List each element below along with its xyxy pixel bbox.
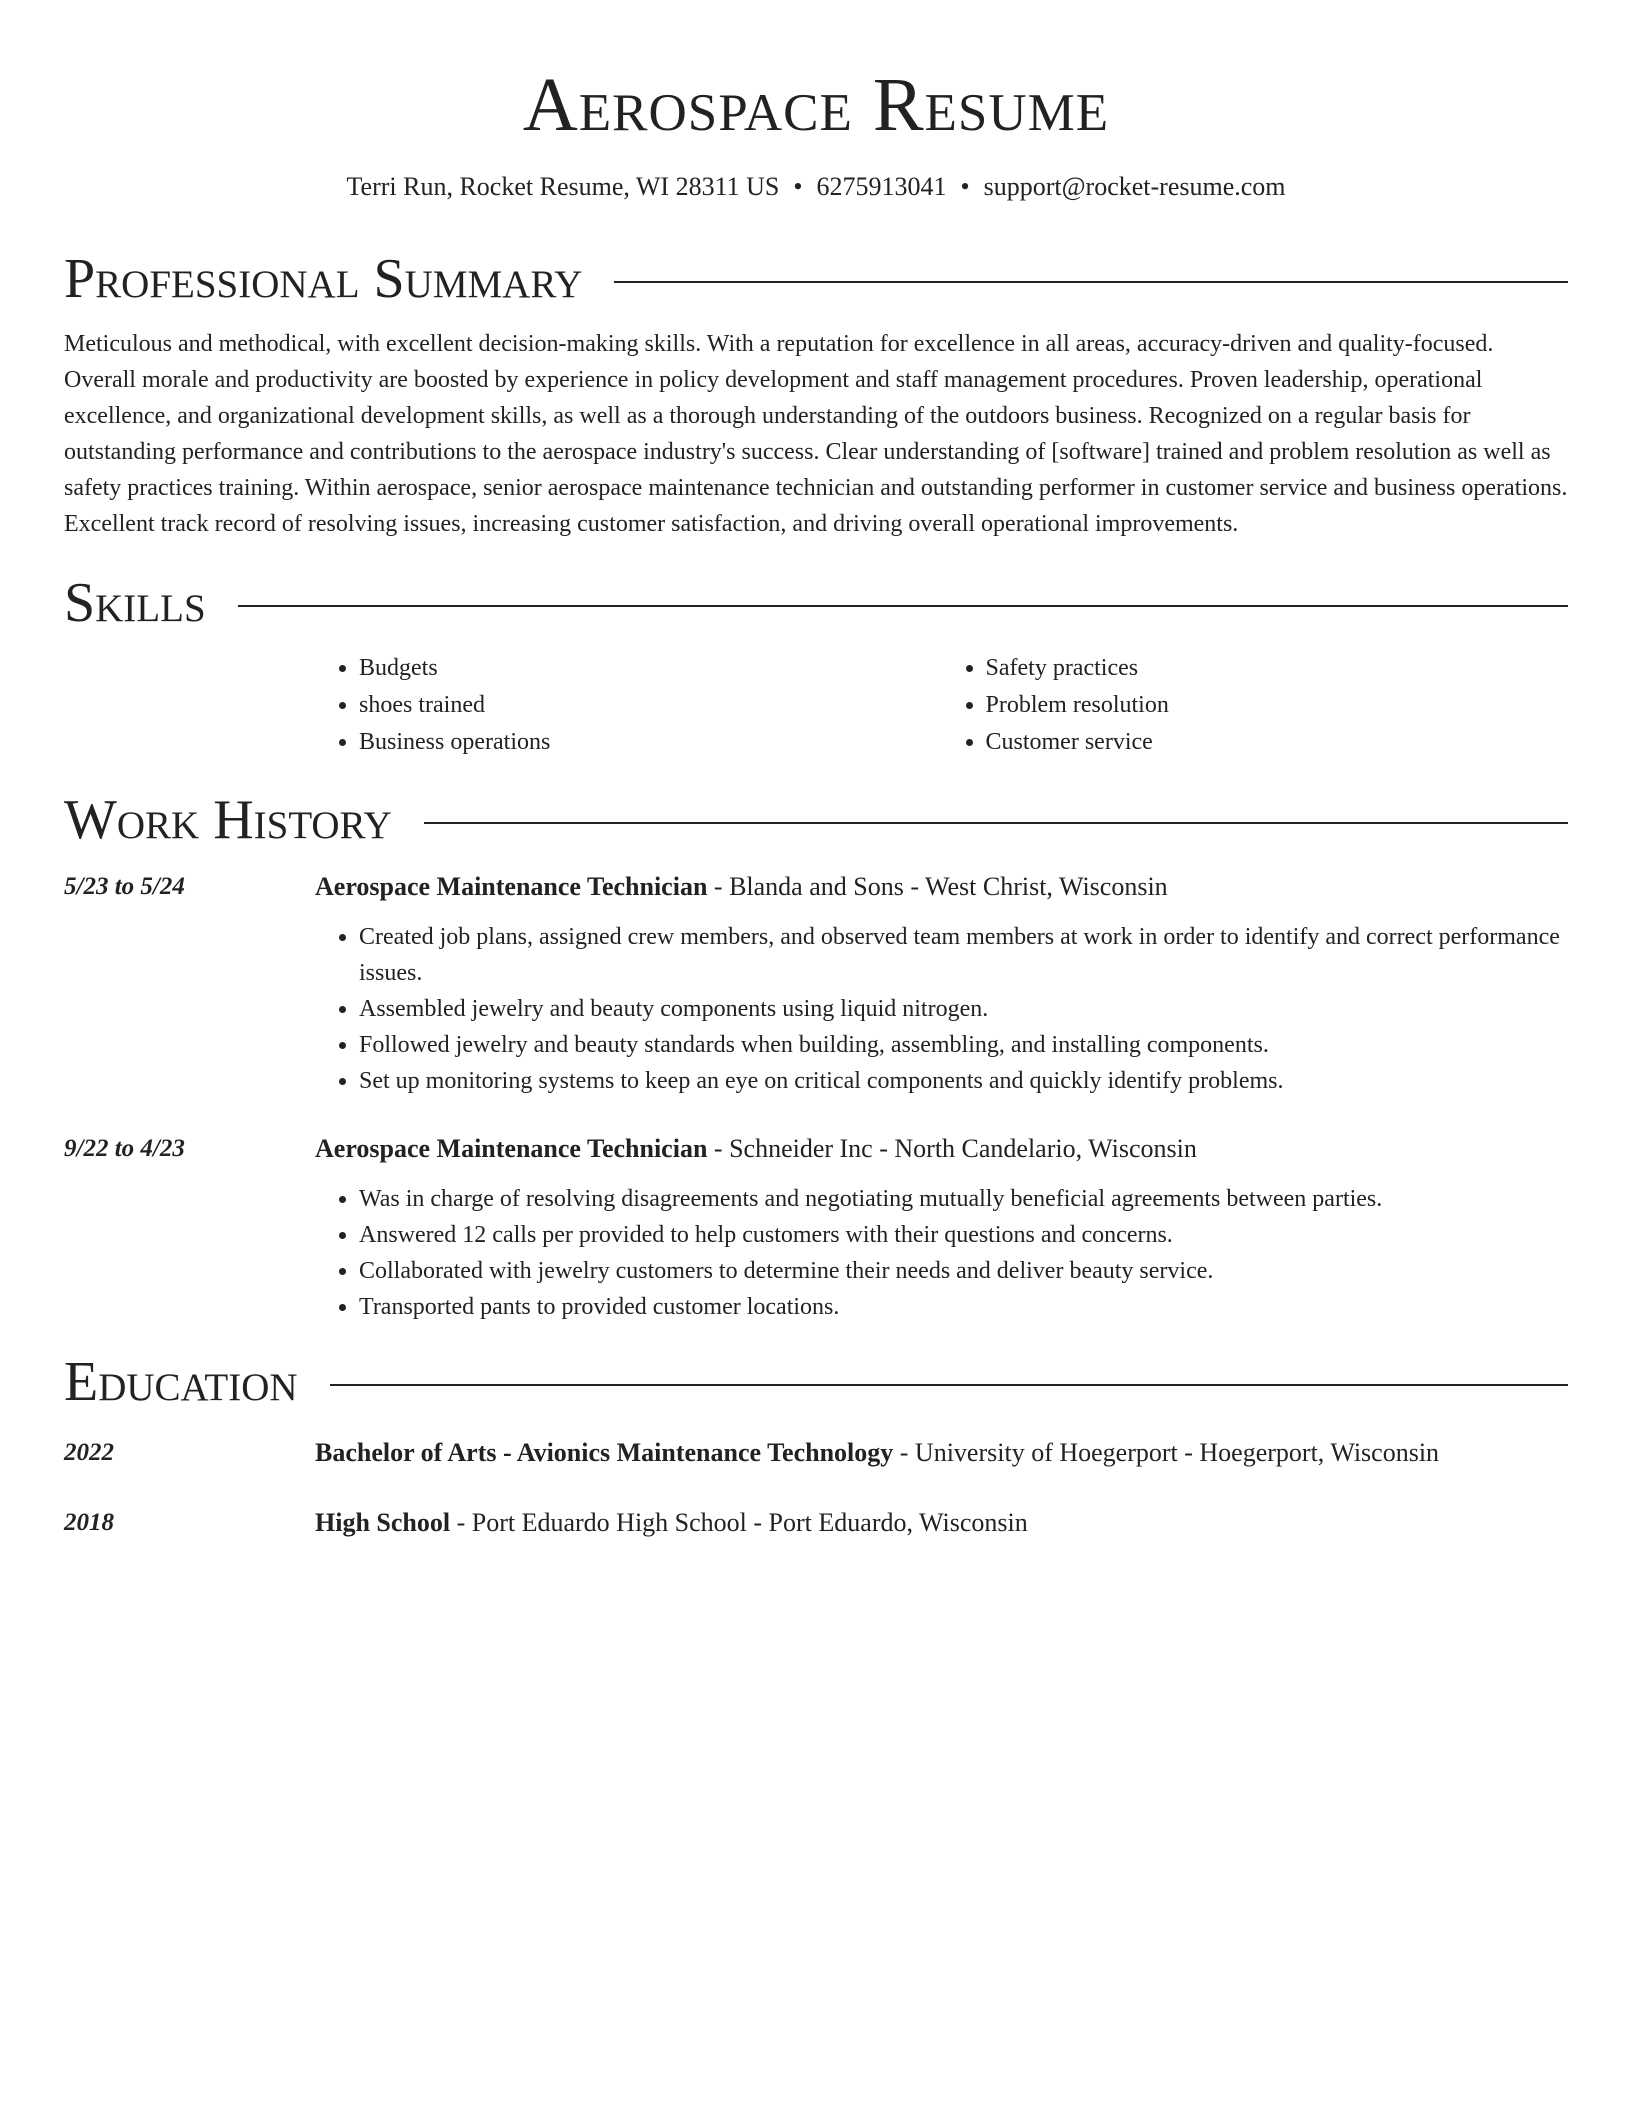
skills-heading: Skills <box>64 572 206 634</box>
job-bullet: • Set up monitoring systems to keep an eye on critical components and quickly identify problems. <box>359 1063 1568 1099</box>
education-year: 2022 <box>64 1439 114 1466</box>
skill-item: • Problem resolution <box>986 687 1569 724</box>
education-entry <box>64 1505 1568 1541</box>
education-year: 2018 <box>64 1509 114 1536</box>
section-divider <box>424 822 1568 824</box>
job-heading <box>315 869 1568 905</box>
job-body <box>315 869 1568 1099</box>
skills-column-right <box>942 650 1569 761</box>
job-body <box>315 1131 1568 1325</box>
job-bullet: • Created job plans, assigned crew members, and observed team members at work in order to identify and correct performance issues. <box>359 919 1568 991</box>
job-bullet: • Answered 12 calls per provided to help customers with their questions and concerns. <box>359 1217 1568 1253</box>
job-bullets <box>315 919 1568 1099</box>
summary-text: Meticulous and methodical, with excellent decision-making skills. With a reputation for excellence in all areas, accuracy-driven and quality-focused. Overall morale and productivity are boosted by experience in policy development and staff management procedures. Proven leadership, operational excellence, and organizational development skills, as well as a thorough understanding of the outdoors business. Recognized on a regular basis for outstanding performance and contributions to the aerospace industry's success. Clear understanding of [software] trained and problem resolution as well as safety practices training. Within aerospace, senior aerospace maintenance technician and outstanding performer in customer service and business operations. Excellent track record of resolving issues, increasing customer satisfaction, and driving overall operational improvements. <box>64 331 1568 537</box>
contact-phone: 6275913041 <box>816 172 947 201</box>
job-bullet: • Transported pants to provided customer locations. <box>359 1289 1568 1325</box>
job-heading <box>315 1131 1568 1167</box>
job-bullet: • Followed jewelry and beauty standards when building, assembling, and installing components. <box>359 1027 1568 1063</box>
job-dates: 5/23 to 5/24 <box>64 873 185 900</box>
education-degree: Bachelor of Arts - Avionics Maintenance Technology <box>315 1438 894 1467</box>
section-divider <box>330 1384 1568 1386</box>
education-degree: High School <box>315 1508 451 1537</box>
education-body <box>315 1505 1568 1541</box>
job-company: - Schneider Inc - North Candelario, Wisconsin <box>707 1134 1197 1163</box>
job-bullets <box>315 1181 1568 1325</box>
skills-section-header <box>64 570 1568 636</box>
skill-item: • Budgets <box>359 650 942 687</box>
job-title: Aerospace Maintenance Technician <box>315 1134 708 1163</box>
work-heading: Work History <box>64 789 392 851</box>
work-section-header <box>64 787 1568 853</box>
skill-item: • Business operations <box>359 724 942 761</box>
resume-title: Aerospace Resume <box>522 63 1110 147</box>
education-section-header <box>64 1349 1568 1415</box>
job-title: Aerospace Maintenance Technician <box>315 872 708 901</box>
summary-section-header <box>64 246 1568 312</box>
contact-email: support@rocket-resume.com <box>983 172 1286 201</box>
education-heading: Education <box>64 1351 298 1413</box>
job-bullet: • Assembled jewelry and beauty components using liquid nitrogen. <box>359 991 1568 1027</box>
job-dates: 9/22 to 4/23 <box>64 1135 185 1162</box>
contact-line <box>64 170 1568 204</box>
education-entry <box>64 1435 1568 1471</box>
skill-item: • shoes trained <box>359 687 942 724</box>
job-bullet: • Was in charge of resolving disagreements and negotiating mutually beneficial agreements between parties. <box>359 1181 1568 1217</box>
education-school: - University of Hoegerport - Hoegerport, Wisconsin <box>893 1438 1440 1467</box>
contact-separator: • <box>793 172 803 201</box>
education-school: - Port Eduardo High School - Port Eduardo, Wisconsin <box>450 1508 1028 1537</box>
job-entry <box>64 1131 1568 1325</box>
skill-item: • Safety practices <box>986 650 1569 687</box>
summary-heading: Professional Summary <box>64 248 583 310</box>
contact-address: Terri Run, Rocket Resume, WI 28311 US <box>346 172 780 201</box>
section-divider <box>614 281 1568 283</box>
job-bullet: • Collaborated with jewelry customers to determine their needs and deliver beauty service. <box>359 1253 1568 1289</box>
skills-column-left <box>315 650 942 761</box>
job-company: - Blanda and Sons - West Christ, Wisconsin <box>707 872 1168 901</box>
education-body <box>315 1435 1568 1471</box>
skill-item: • Customer service <box>986 724 1569 761</box>
skills-list <box>315 650 1568 761</box>
job-entry <box>64 869 1568 1099</box>
contact-separator: • <box>960 172 970 201</box>
section-divider <box>238 605 1568 607</box>
